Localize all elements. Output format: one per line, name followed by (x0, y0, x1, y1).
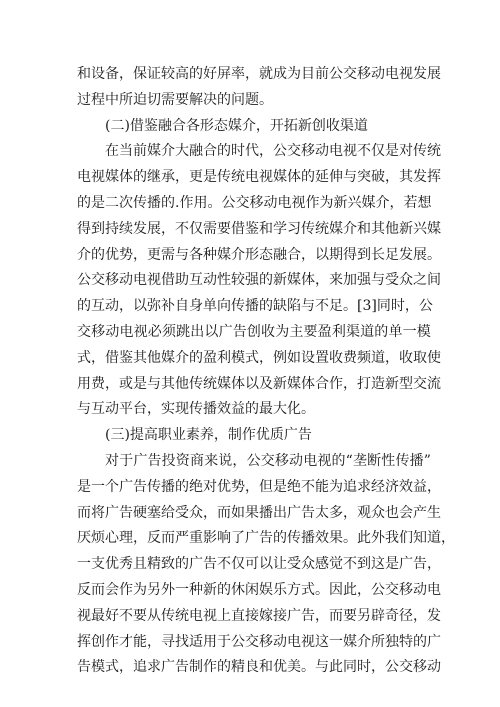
text-line: 告 模 式 ， 追 求 广 告 制 作 的 精 良 和 优 美 。 与 此 同 时 ， 公 交 移 动 (77, 659, 441, 676)
text-line: 公 交 移 动 电 视 借 助 互 动 性 较 强 的 新 媒 体 ， 来 加 强 与 受 众 之 间 (77, 272, 441, 289)
text-line: 用 费 ， 或 是 与 其 他 传 统 媒 体 以 及 新 媒 体 合 作 ， 打 造 新 型 交 流 (77, 375, 441, 392)
text-line: 一 支 优 秀 且 精 致 的 广 告 不 仅 可 以 让 受 众 感 觉 不 到 这 是 广 告 ， (77, 556, 441, 573)
text-line: 过程中所迫切需要解决的问题。 (77, 91, 273, 108)
text-line: 交 移 动 电 视 必 须 跳 出 以 广 告 创 收 为 主 要 盈 利 渠 道 的 单 一 模 (77, 323, 431, 340)
document-body (77, 62, 455, 681)
section-heading: (三)提高职业素养，制作优质广告 (105, 427, 312, 444)
text-line: 电 视 媒 体 的 继 承 ， 更 是 传 统 电 视 媒 体 的 延 伸 与 突 破 ， 其 发 挥 (77, 169, 441, 186)
text-line: 介 的 优 势 ， 更 需 与 各 种 媒 介 形 态 融 合 ， 以 期 得 到 长 足 发 展 。 (77, 246, 441, 263)
text-line: 对 于 广 告 投 资 商 来 说 ， 公 交 移 动 电 视 的 “ 垄 断 性 传 播 ” (105, 452, 431, 469)
text-line: 得 到 持 续 发 展 ， 不 仅 需 要 借 鉴 和 学 习 传 统 媒 介 和 其 他 新 兴 媒 (77, 220, 441, 237)
text-line: 挥 创 作 才 能 ， 寻 找 适 用 于 公 交 移 动 电 视 这 一 媒 介 所 独 特 的 广 (77, 633, 441, 650)
text-line: 和 设 备 ， 保 证 较 高 的 好 屏 率 ， 就 成 为 目 前 公 交 移 动 电 视 发 展 (77, 66, 441, 82)
text-line: 与互动平台，实现传播效益的最大化。 (77, 401, 315, 418)
text-line: 的 互 动 ， 以 弥 补 自 身 单 向 传 播 的 缺 陷 与 不 足 。 [ 3 ] 同 时 ， 公 (77, 298, 433, 315)
text-line: 在 当 前 媒 介 大 融 合 的 时 代 ， 公 交 移 动 电 视 不 仅 是 对 传 统 (105, 143, 441, 160)
section-heading: (二)借鉴融合各形态媒介，开拓新创收渠道 (105, 117, 368, 134)
text-line: 是 一 个 广 告 传 播 的 绝 对 优 势 ， 但 是 绝 不 能 为 追 求 经 济 效 益 ， (77, 478, 441, 495)
text-line: 反 而 会 作 为 另 外 一 种 新 的 休 闲 娱 乐 方 式 。 因 此 ， 公 交 移 动 电 (77, 581, 441, 598)
text-line: 而 将 广 告 硬 塞 给 受 众 ， 而 如 果 播 出 广 告 太 多 ， 观 众 也 会 产 生 (77, 504, 441, 521)
text-line: 的 是 二 次 传 播 的 . 作 用 。 公 交 移 动 电 视 作 为 新 兴 媒 介 ， 若 想 (77, 194, 432, 211)
text-line: 式 ， 借 鉴 其 他 媒 介 的 盈 利 模 式 ， 例 如 设 置 收 费 频 道 ， 收 取 使 (77, 349, 441, 366)
text-line: 视 最 好 不 要 从 传 统 电 视 上 直 接 嫁 接 广 告 ， 而 要 另 辟 奇 径 ， 发 (77, 607, 441, 624)
text-line: 厌 烦 心 理 ， 反 而 严 重 影 响 了 广 告 的 传 播 效 果 。 此 外 我 们 知 道 ， (77, 530, 455, 547)
